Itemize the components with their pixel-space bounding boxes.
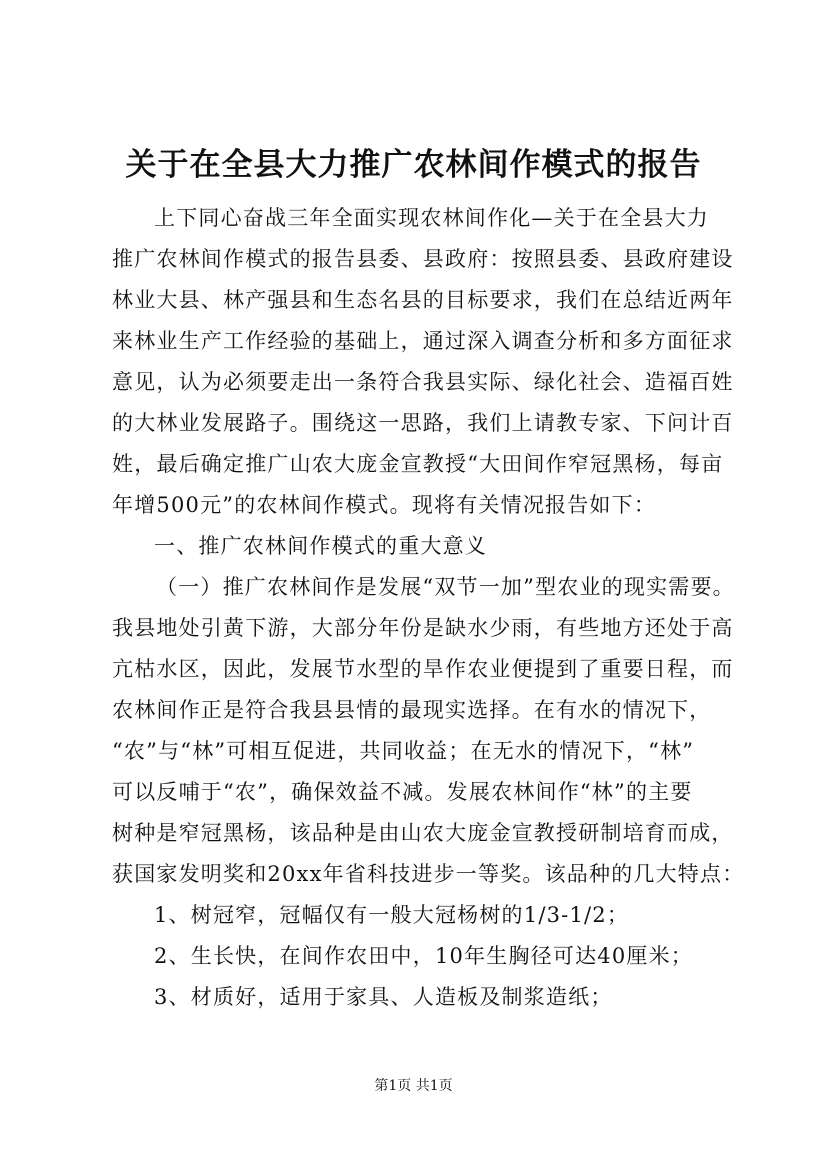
paragraph-line: 年增500元”的农林间作模式。现将有关情况报告如下： bbox=[112, 493, 657, 517]
paragraph-line: 可以反哺于“农”，确保效益不减。发展农林间作“林”的主要 bbox=[112, 780, 693, 804]
list-item: 2、生长快，在间作农田中，10年生胸径可达40厘米； bbox=[154, 944, 694, 968]
paragraph-line: 农林间作正是符合我县县情的最现实选择。在有水的情况下， bbox=[112, 698, 712, 722]
paragraph-line: 林业大县、林产强县和生态名县的目标要求，我们在总结近两年 bbox=[112, 288, 734, 312]
paragraph-line: “农”与“林”可相互促进，共同收益；在无水的情况下，“林” bbox=[112, 739, 695, 763]
list-item: 3、材质好，适用于家具、人造板及制浆造纸； bbox=[154, 985, 613, 1009]
page-number: 第1页 共1页 bbox=[374, 1078, 453, 1094]
paragraph-line: 意见，认为必须要走出一条符合我县实际、绿化社会、造福百姓 bbox=[112, 370, 734, 394]
paragraph-line: 我县地处引黄下游，大部分年份是缺水少雨，有些地方还处于高 bbox=[112, 616, 734, 640]
document-title: 关于在全县大力推广农林间作模式的报告 bbox=[125, 147, 702, 183]
section-heading: 一、推广农林间作模式的重大意义 bbox=[154, 534, 487, 558]
paragraph-line: 姓，最后确定推广山农大庞金宣教授“大田间作窄冠黑杨，每亩 bbox=[112, 452, 724, 476]
paragraph-line: 推广农林间作模式的报告县委、县政府：按照县委、县政府建设 bbox=[112, 247, 734, 271]
paragraph-line: 树种是窄冠黑杨，该品种是由山农大庞金宣教授研制培育而成， bbox=[112, 821, 734, 845]
document-body bbox=[112, 198, 745, 1018]
paragraph-line: 来林业生产工作经验的基础上，通过深入调查分析和多方面征求 bbox=[112, 329, 734, 353]
paragraph-line: 获国家发明奖和20xx年省科技进步一等奖。该品种的几大特点： bbox=[112, 862, 745, 886]
paragraph-line: 上下同心奋战三年全面实现农林间作化—关于在全县大力 bbox=[154, 206, 709, 230]
paragraph-line: （一）推广农林间作是发展“双节一加”型农业的现实需要。 bbox=[156, 575, 735, 599]
list-item: 1、树冠窄，冠幅仅有一般大冠杨树的1/3-1/2； bbox=[154, 903, 630, 927]
paragraph-line: 的大林业发展路子。围绕这一思路，我们上请教专家、下问计百 bbox=[112, 411, 734, 435]
paragraph-line: 亢枯水区，因此，发展节水型的旱作农业便提到了重要日程，而 bbox=[112, 657, 734, 681]
